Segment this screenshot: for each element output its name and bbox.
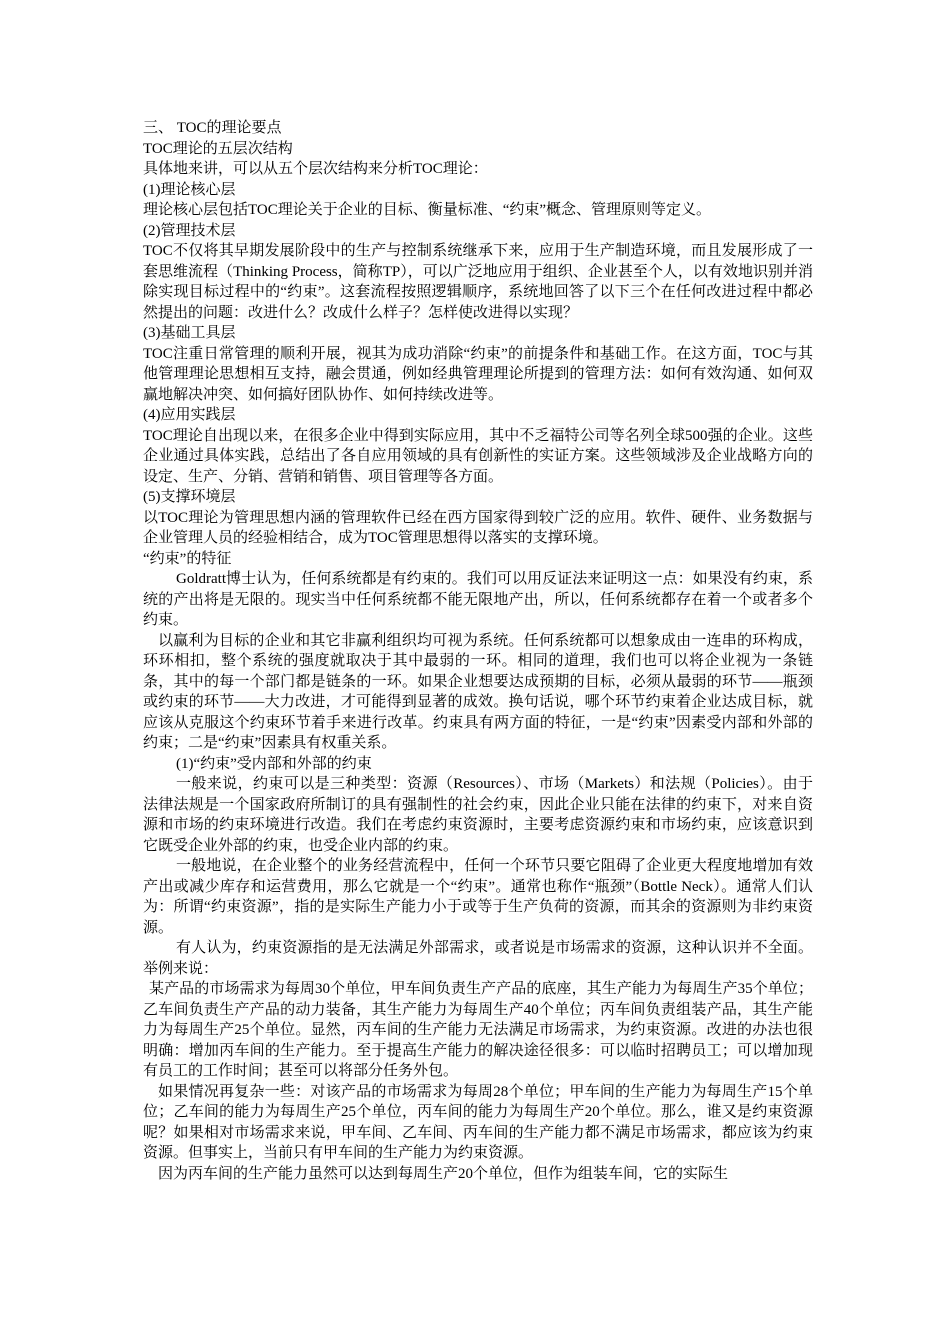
layer-heading: (2)管理技术层	[143, 222, 236, 239]
layer-heading: (1)理论核心层	[143, 181, 236, 198]
subsection-heading: “约束”的特征	[143, 550, 232, 567]
document-body	[143, 118, 813, 1184]
paragraph: Goldratt博士认为，任何系统都是有约束的。我们可以用反证法来证明这一点：如果没有约束，系统的产出将是无限的。现实当中任何系统都不能无限地产出，所以，任何系统都存在着一个或者多个约束。	[143, 571, 813, 628]
paragraph: 以TOC理论为管理思想内涵的管理软件已经在西方国家得到较广泛的应用。软件、硬件、业务数据与企业管理人员的经验相结合，成为TOC管理思想得以落实的支撑环境。	[143, 509, 813, 546]
paragraph: TOC不仅将其早期发展阶段中的生产与控制系统继承下来，应用于生产制造环境，而且发展形成了一套思维流程（Thinking Process，简称TP），可以广泛地应用于组织、企业甚至个人，以有效地识别并消除实现目标过程中的“约束”。这套流程按照逻辑顺序，系统地回答了以下三个在任何改进过程中都必然提出的问题：改进什么？改成什么样子？怎样使改进得以实现？	[143, 243, 813, 321]
paragraph: 有人认为，约束资源指的是无法满足外部需求，或者说是市场需求的资源，这种认识并不全面。举例来说：	[143, 940, 813, 977]
paragraph: 某产品的市场需求为每周30个单位，甲车间负责生产产品的底座，其生产能力为每周生产35个单位；乙车间负责生产产品的动力装备，其生产能力为每周生产40个单位；丙车间负责组装产品，其生产能力为每周生产25个单位。显然，丙车间的生产能力无法满足市场需求，为约束资源。改进的办法也很明确：增加丙车间的生产能力。至于提高生产能力的解决途径很多：可以临时招聘员工；可以增加现有员工的工作时间；甚至可以将部分任务外包。	[143, 981, 813, 1079]
paragraph: 一般来说，约束可以是三种类型：资源（Resources）、市场（Markets）和法规（Policies）。由于法律法规是一个国家政府所制订的具有强制性的社会约束，因此企业只能在法律的约束下，对来自资源和市场的约束环境进行改造。我们在考虑约束资源时，主要考虑资源约束和市场约束，应该意识到它既受企业外部的约束，也受企业内部的约束。	[143, 776, 813, 854]
layer-heading: (4)应用实践层	[143, 407, 236, 423]
subsection-heading: TOC理论的五层次结构	[143, 140, 293, 157]
paragraph: 一般地说，在企业整个的业务经营流程中，任何一个环节只要它阻碍了企业更大程度地增加有效产出或减少库存和运营费用，那么它就是一个“约束”。通常也称作“瓶颈”（Bottle Neck）。通常人们认为：所谓“约束资源”，指的是实际生产能力小于或等于生产负荷的资源，而其余的资源则为非约束资源。	[143, 858, 813, 936]
paragraph: 理论核心层包括TOC理论关于企业的目标、衡量标准、“约束”概念、管理原则等定义。	[143, 202, 712, 218]
feature-heading: (1)“约束”受内部和外部的约束	[176, 755, 372, 772]
section-heading: 三、 TOC的理论要点	[143, 120, 282, 136]
layer-heading: (3)基础工具层	[143, 325, 236, 341]
paragraph: TOC理论自出现以来，在很多企业中得到实际应用，其中不乏福特公司等名列全球500强的企业。这些企业通过具体实践，总结出了各自应用领域的具有创新性的实证方案。这些领域涉及企业战略方向的设定、生产、分销、营销和销售、项目管理等各方面。	[143, 427, 813, 485]
paragraph: 以赢利为目标的企业和其它非赢利组织均可视为系统。任何系统都可以想象成由一连串的环构成，环环相扣，整个系统的强度就取决于其中最弱的一环。相同的道理，我们也可以将企业视为一条链条，其中的每一个部门都是链条的一环。如果企业想要达成预期的目标，必须从最弱的环节——瓶颈或约束的环节——大力改进，才可能得到显著的成效。换句话说，哪个环节约束着企业达成目标，就应该从克服这个约束环节着手来进行改革。约束具有两方面的特征，一是“约束”因素受内部和外部的约束；二是“约束”因素具有权重关系。	[143, 632, 813, 751]
layer-heading: (5)支撑环境层	[143, 489, 236, 505]
paragraph: 因为丙车间的生产能力虽然可以达到每周生产20个单位，但作为组装车间，它的实际生	[158, 1165, 729, 1182]
paragraph: TOC注重日常管理的顺利开展，视其为成功消除“约束”的前提条件和基础工作。在这方面，TOC与其他管理理论思想相互支持，融会贯通，例如经典管理理论所提到的管理方法：如何有效沟通、如何双赢地解决冲突、如何搞好团队协作、如何持续改进等。	[143, 345, 813, 403]
paragraph: 如果情况再复杂一些：对该产品的市场需求为每周28个单位；甲车间的生产能力为每周生产15个单位；乙车间的能力为每周生产25个单位，丙车间的能力为每周生产20个单位。那么，谁又是约束资源呢？如果相对市场需求来说，甲车间、乙车间、丙车间的生产能力都不满足市场需求，都应该为约束资源。但事实上，当前只有甲车间的生产能力为约束资源。	[143, 1083, 813, 1161]
paragraph: 具体地来讲，可以从五个层次结构来分析TOC理论：	[143, 161, 488, 177]
